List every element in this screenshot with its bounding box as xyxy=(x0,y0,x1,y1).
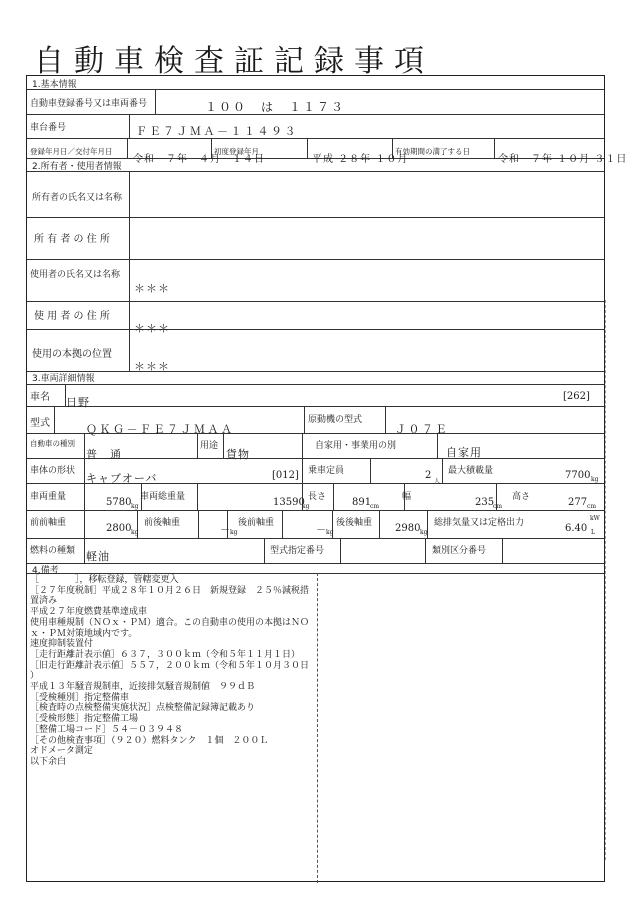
remarks-line: オドメータ測定 xyxy=(30,746,93,757)
vehicle-kind-label: 自動車の種別 xyxy=(30,439,75,448)
front-front-axle-value: 2800 xyxy=(106,523,132,534)
rear-front-axle-unit: kg xyxy=(326,529,334,536)
displacement-unit-kw: kW xyxy=(590,515,600,522)
max-load-value: 7700 xyxy=(565,470,591,481)
remarks-line: 平成２７年度燃費基準達成車 xyxy=(30,607,148,618)
displacement-unit: L xyxy=(591,529,595,536)
body-shape-value: キャブオーバ xyxy=(86,472,158,485)
vehicle-weight-value: 5780 xyxy=(106,497,132,508)
displacement-label: 総排気量又は定格出力 xyxy=(434,518,525,528)
seating-capacity-label: 乗車定員 xyxy=(308,466,345,476)
rear-rear-axle-label: 後後軸重 xyxy=(336,518,373,528)
rear-front-axle-label: 後前軸重 xyxy=(238,518,275,528)
issue-date-label: 登録年月日／交付年月日 xyxy=(30,147,113,156)
engine-model-label: 原動機の型式 xyxy=(308,415,363,425)
expiry-date-label: 有効期間の満了する日 xyxy=(395,147,470,156)
scan-edge-line xyxy=(605,300,606,860)
body-shape-code: [012] xyxy=(272,470,299,481)
remarks-line: ［検査時の点検整備実施状況］点検整備記録簿記載あり xyxy=(30,703,256,714)
remarks-line: ［旧走行距離計表示値］５５７，２００ｋｍ（令和５年１０月３０日 xyxy=(30,660,310,671)
remarks-line: ［整備工場コード］５４－０３９４８ xyxy=(30,724,184,735)
usage-value: 貨物 xyxy=(226,448,250,461)
seating-capacity-unit: 人 xyxy=(434,478,441,485)
front-rear-axle-label: 前後軸重 xyxy=(144,518,181,528)
body-shape-label: 車体の形状 xyxy=(30,466,76,476)
user-address-label: 使 用 者 の 住 所 xyxy=(34,311,110,322)
vehicle-name-value: 日野 xyxy=(66,396,90,409)
fuel-type-value: 軽油 xyxy=(86,550,110,563)
rear-rear-axle-unit: kg xyxy=(420,529,428,536)
gross-weight-value: 13590 xyxy=(273,497,305,508)
usage-label: 用途 xyxy=(200,441,219,451)
vehicle-weight-unit: kg xyxy=(131,503,139,510)
section-remarks-header: 4.備考 xyxy=(32,566,59,576)
gross-weight-label: 車両総重量 xyxy=(140,492,186,502)
front-front-axle-label: 前前軸重 xyxy=(30,518,67,528)
remarks-line: ｘ・ＰＭ対策地域内です。 xyxy=(30,628,138,639)
user-address-value: ＊＊＊ xyxy=(134,322,170,335)
length-unit: cm xyxy=(370,503,380,510)
registration-number-label: 自動車登録番号又は車両番号 xyxy=(30,99,148,109)
owner-name-label: 所有者の氏名又は名称 xyxy=(32,193,123,203)
remarks-line: ［ ］，移転登録，管轄変更入 xyxy=(30,575,179,585)
registration-number-value: １００ は １１７３ xyxy=(205,100,346,114)
width-label: 幅 xyxy=(402,492,412,502)
remarks-line: 平成１３年騒音規制車，近接排気騒音規制値 ９９ｄＢ xyxy=(30,682,256,693)
remarks-line: ［走行距離計表示値］６３７，３００ｋｍ（令和５年１１月１日） xyxy=(30,649,301,660)
user-name-label: 使用者の氏名又は名称 xyxy=(30,270,121,280)
section-basic-header: 1.基本情報 xyxy=(32,80,77,90)
private-business-value: 自家用 xyxy=(446,446,482,459)
type-designation-label: 型式指定番号 xyxy=(270,546,325,556)
model-value: ＱＫＧ－ＦＥ７ＪＭＡＡ xyxy=(86,423,235,436)
expiry-date-value: 令和 ７年 １０月 ３１日 xyxy=(498,154,628,165)
vehicle-weight-label: 車両重量 xyxy=(30,492,67,502)
remarks-line: ） xyxy=(30,671,40,682)
remarks-line: 使用車種規制（ＮＯｘ・ＰＭ）適合。この自動車の使用の本拠はＮＯ xyxy=(30,617,310,628)
model-label: 型式 xyxy=(30,418,50,429)
engine-model-value: Ｊ０７Ｅ xyxy=(395,423,449,436)
width-unit: cm xyxy=(493,503,503,510)
max-load-label: 最大積載量 xyxy=(448,466,494,476)
base-location-value: ＊＊＊ xyxy=(134,360,170,373)
seating-capacity-value: 2 xyxy=(425,470,433,481)
section-vehicle-header: 3.車両詳細情報 xyxy=(32,374,95,384)
vehicle-name-code: [262] xyxy=(563,391,590,402)
issue-date-value: 令和 ７年 ４月 １４日 xyxy=(133,154,265,165)
length-value: 891 xyxy=(352,497,372,508)
fuel-type-label: 燃料の種類 xyxy=(30,546,76,556)
front-rear-axle-unit: kg xyxy=(230,529,238,536)
length-label: 長さ xyxy=(308,492,327,502)
vehicle-kind-value: 普 通 xyxy=(86,448,122,461)
height-unit: cm xyxy=(587,503,597,510)
width-value: 235 xyxy=(475,497,495,508)
gross-weight-unit: kg xyxy=(302,503,310,510)
height-label: 高さ xyxy=(512,492,531,502)
remarks-line: ［受検形態］指定整備工場 xyxy=(30,714,139,725)
remarks-block xyxy=(30,575,309,768)
front-rear-axle-value: － xyxy=(220,525,230,536)
rear-rear-axle-value: 2980 xyxy=(395,523,421,534)
chassis-number-value: ＦＥ７ＪＭＡ－１１４９３ xyxy=(136,125,298,138)
rear-front-axle-value: － xyxy=(316,525,326,536)
displacement-value: 6.40 xyxy=(565,523,588,534)
owner-address-label: 所 有 者 の 住 所 xyxy=(34,234,110,245)
page-title: 自動車検査証記録事項 xyxy=(34,44,434,79)
first-registration-label: 初度登録年月 xyxy=(214,147,259,156)
remarks-line: 速度抑制装置付 xyxy=(30,639,94,650)
section-owner-header: 2.所有者・使用者情報 xyxy=(32,162,122,172)
remarks-line: ［その他検査事項］（９２０）燃料タンク １個 ２００Ｌ xyxy=(30,735,269,746)
chassis-number-label: 車台番号 xyxy=(30,123,67,133)
private-business-label: 自家用・事業用の別 xyxy=(315,441,397,451)
height-value: 277 xyxy=(568,497,588,508)
vehicle-name-label: 車名 xyxy=(30,392,50,403)
category-number-label: 類別区分番号 xyxy=(432,546,487,556)
remarks-line: 以下余白 xyxy=(30,756,67,767)
max-load-unit: kg xyxy=(591,476,599,483)
user-name-value: ＊＊＊ xyxy=(134,282,170,295)
remarks-line: ［受検種別］指定整備車 xyxy=(30,692,130,703)
remarks-line: 置済み xyxy=(30,596,58,607)
remarks-line: ［２７年度税制］平成２８年１０月２６日 新規登録 ２５％減税措 xyxy=(30,585,310,596)
base-location-label: 使用の本拠の位置 xyxy=(32,349,112,360)
front-front-axle-unit: kg xyxy=(131,529,139,536)
first-registration-value: 平成 ２８年 １０月 xyxy=(312,154,409,165)
